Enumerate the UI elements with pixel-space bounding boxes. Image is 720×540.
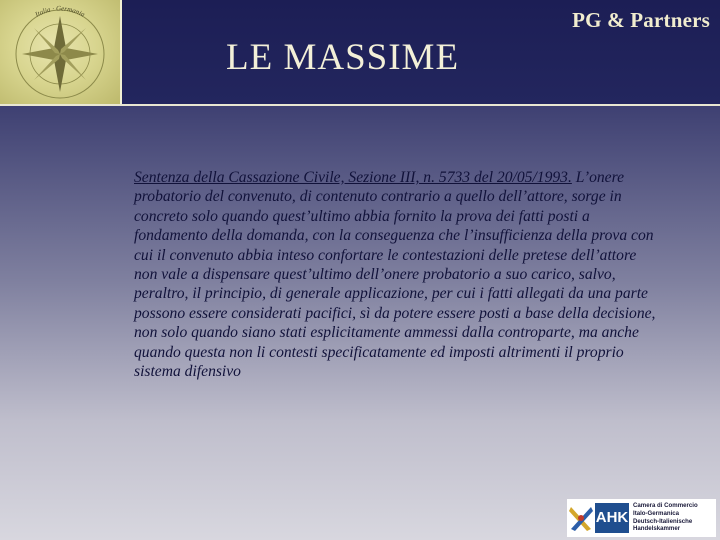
ruling-paragraph: L’onere probatorio del convenuto, di contenuto contrario a quello dell’attore, sorge in concreto solo quando quest’ultimo abbia fornito la prova dei fatti posti a fondamento della domanda, con la conseguenza che l’insufficienza della prova con cui il convenuto abbia inteso confortare le contestazioni delle pretese dell’attore non vale a dispensare quest’ultimo dell’onere probatorio a suo carico, salvo, peraltro, il principio, di generale applicazione, per cui i fatti allegati da una parte possono essere considerati pacifici, sì da potere essere posti a base della decisione, non solo quando siano stati esplicitamente ammessi dalla controparte, ma anche quando questa non li contesti specificatamente ed imposti altrimenti il proprio sistema difensivo bbox=[134, 169, 656, 381]
ahk-line: Camera di Commercio bbox=[633, 502, 698, 509]
citation-heading: Sentenza della Cassazione Civile, Sezione III, n. 5733 del 20/05/1993. bbox=[134, 169, 572, 186]
ahk-label: AHK bbox=[595, 503, 629, 533]
ahk-badge bbox=[567, 499, 716, 537]
ahk-line: Deutsch-Italienische bbox=[633, 517, 693, 525]
ahk-text bbox=[633, 502, 715, 533]
compass-rose-icon bbox=[0, 0, 120, 104]
svg-text:Italia · Germania bbox=[33, 5, 87, 20]
brand-name: PG & Partners bbox=[572, 8, 710, 32]
ruling-text bbox=[134, 168, 662, 381]
logo-curved-text: Italia · Germania bbox=[33, 4, 87, 19]
compass-rose-logo bbox=[0, 0, 122, 104]
header-divider bbox=[0, 104, 720, 106]
ahk-line: Italo-Germanica bbox=[633, 509, 680, 517]
page-title: LE MASSIME bbox=[226, 37, 460, 78]
ahk-emblem-icon bbox=[569, 503, 593, 533]
ahk-line: Handelskammer bbox=[633, 525, 681, 533]
